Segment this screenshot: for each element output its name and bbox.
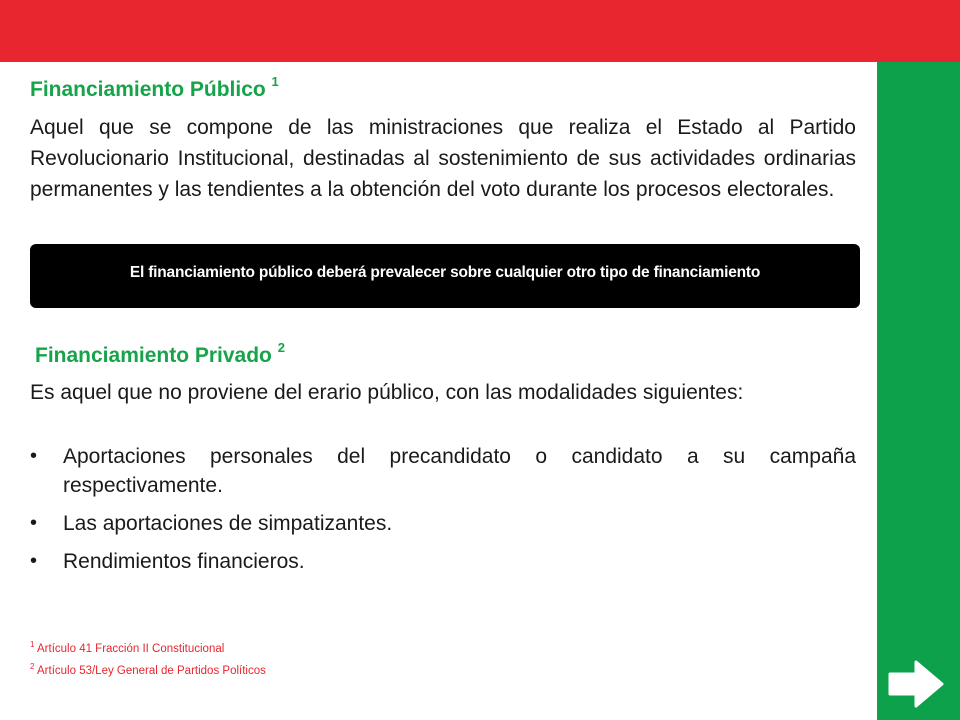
heading-private-financing	[35, 342, 285, 368]
list-item-text: Aportaciones personales del precandidato o candidato a su campaña respectivamente.	[63, 445, 856, 497]
footnote-2-ref: 2	[30, 661, 35, 671]
list-item	[30, 442, 856, 500]
highlight-banner	[30, 244, 860, 308]
heading-public-financing	[30, 76, 279, 102]
next-slide-button[interactable]	[886, 658, 946, 710]
footnotes	[30, 636, 266, 680]
list-item	[30, 547, 856, 576]
footnote-2-text: Artículo 53/Ley General de Partidos Políticos	[37, 664, 266, 677]
heading-private-financing-text: Financiamiento Privado	[35, 344, 272, 367]
footnote-1-ref: 1	[30, 640, 35, 649]
side-color-bar	[877, 62, 960, 720]
footnote-1	[30, 636, 266, 658]
private-financing-intro: Es aquel que no proviene del erario público, con las modalidades siguientes:	[30, 381, 744, 404]
list-item-text: Rendimientos financieros.	[63, 550, 305, 573]
public-financing-description: Aquel que se compone de las ministraciones que realiza el Estado al Partido Revolucionario Institucional, destinadas al sostenimiento de sus actividades ordinarias permanentes y las tendientes a la obtención del voto durante los procesos electorales.	[30, 116, 856, 201]
list-item	[30, 509, 856, 538]
arrow-right-icon	[886, 658, 946, 710]
footnote-ref-2: 2	[277, 340, 285, 355]
bullet-icon: •	[30, 550, 38, 572]
top-color-bar	[0, 0, 960, 62]
heading-public-financing-text: Financiamiento Público	[30, 78, 266, 101]
highlight-banner-text: El financiamiento público deberá prevalecer sobre cualquier otro tipo de financiamiento	[129, 264, 761, 281]
list-item-text: Las aportaciones de simpatizantes.	[63, 512, 393, 535]
footnote-ref-1: 1	[271, 74, 279, 89]
footnote-1-text: Artículo 41 Fracción II Constitucional	[37, 642, 225, 655]
footnote-2	[30, 658, 266, 680]
bullet-icon: •	[30, 445, 38, 467]
bullet-icon: •	[30, 512, 38, 534]
modalities-list	[30, 442, 856, 585]
